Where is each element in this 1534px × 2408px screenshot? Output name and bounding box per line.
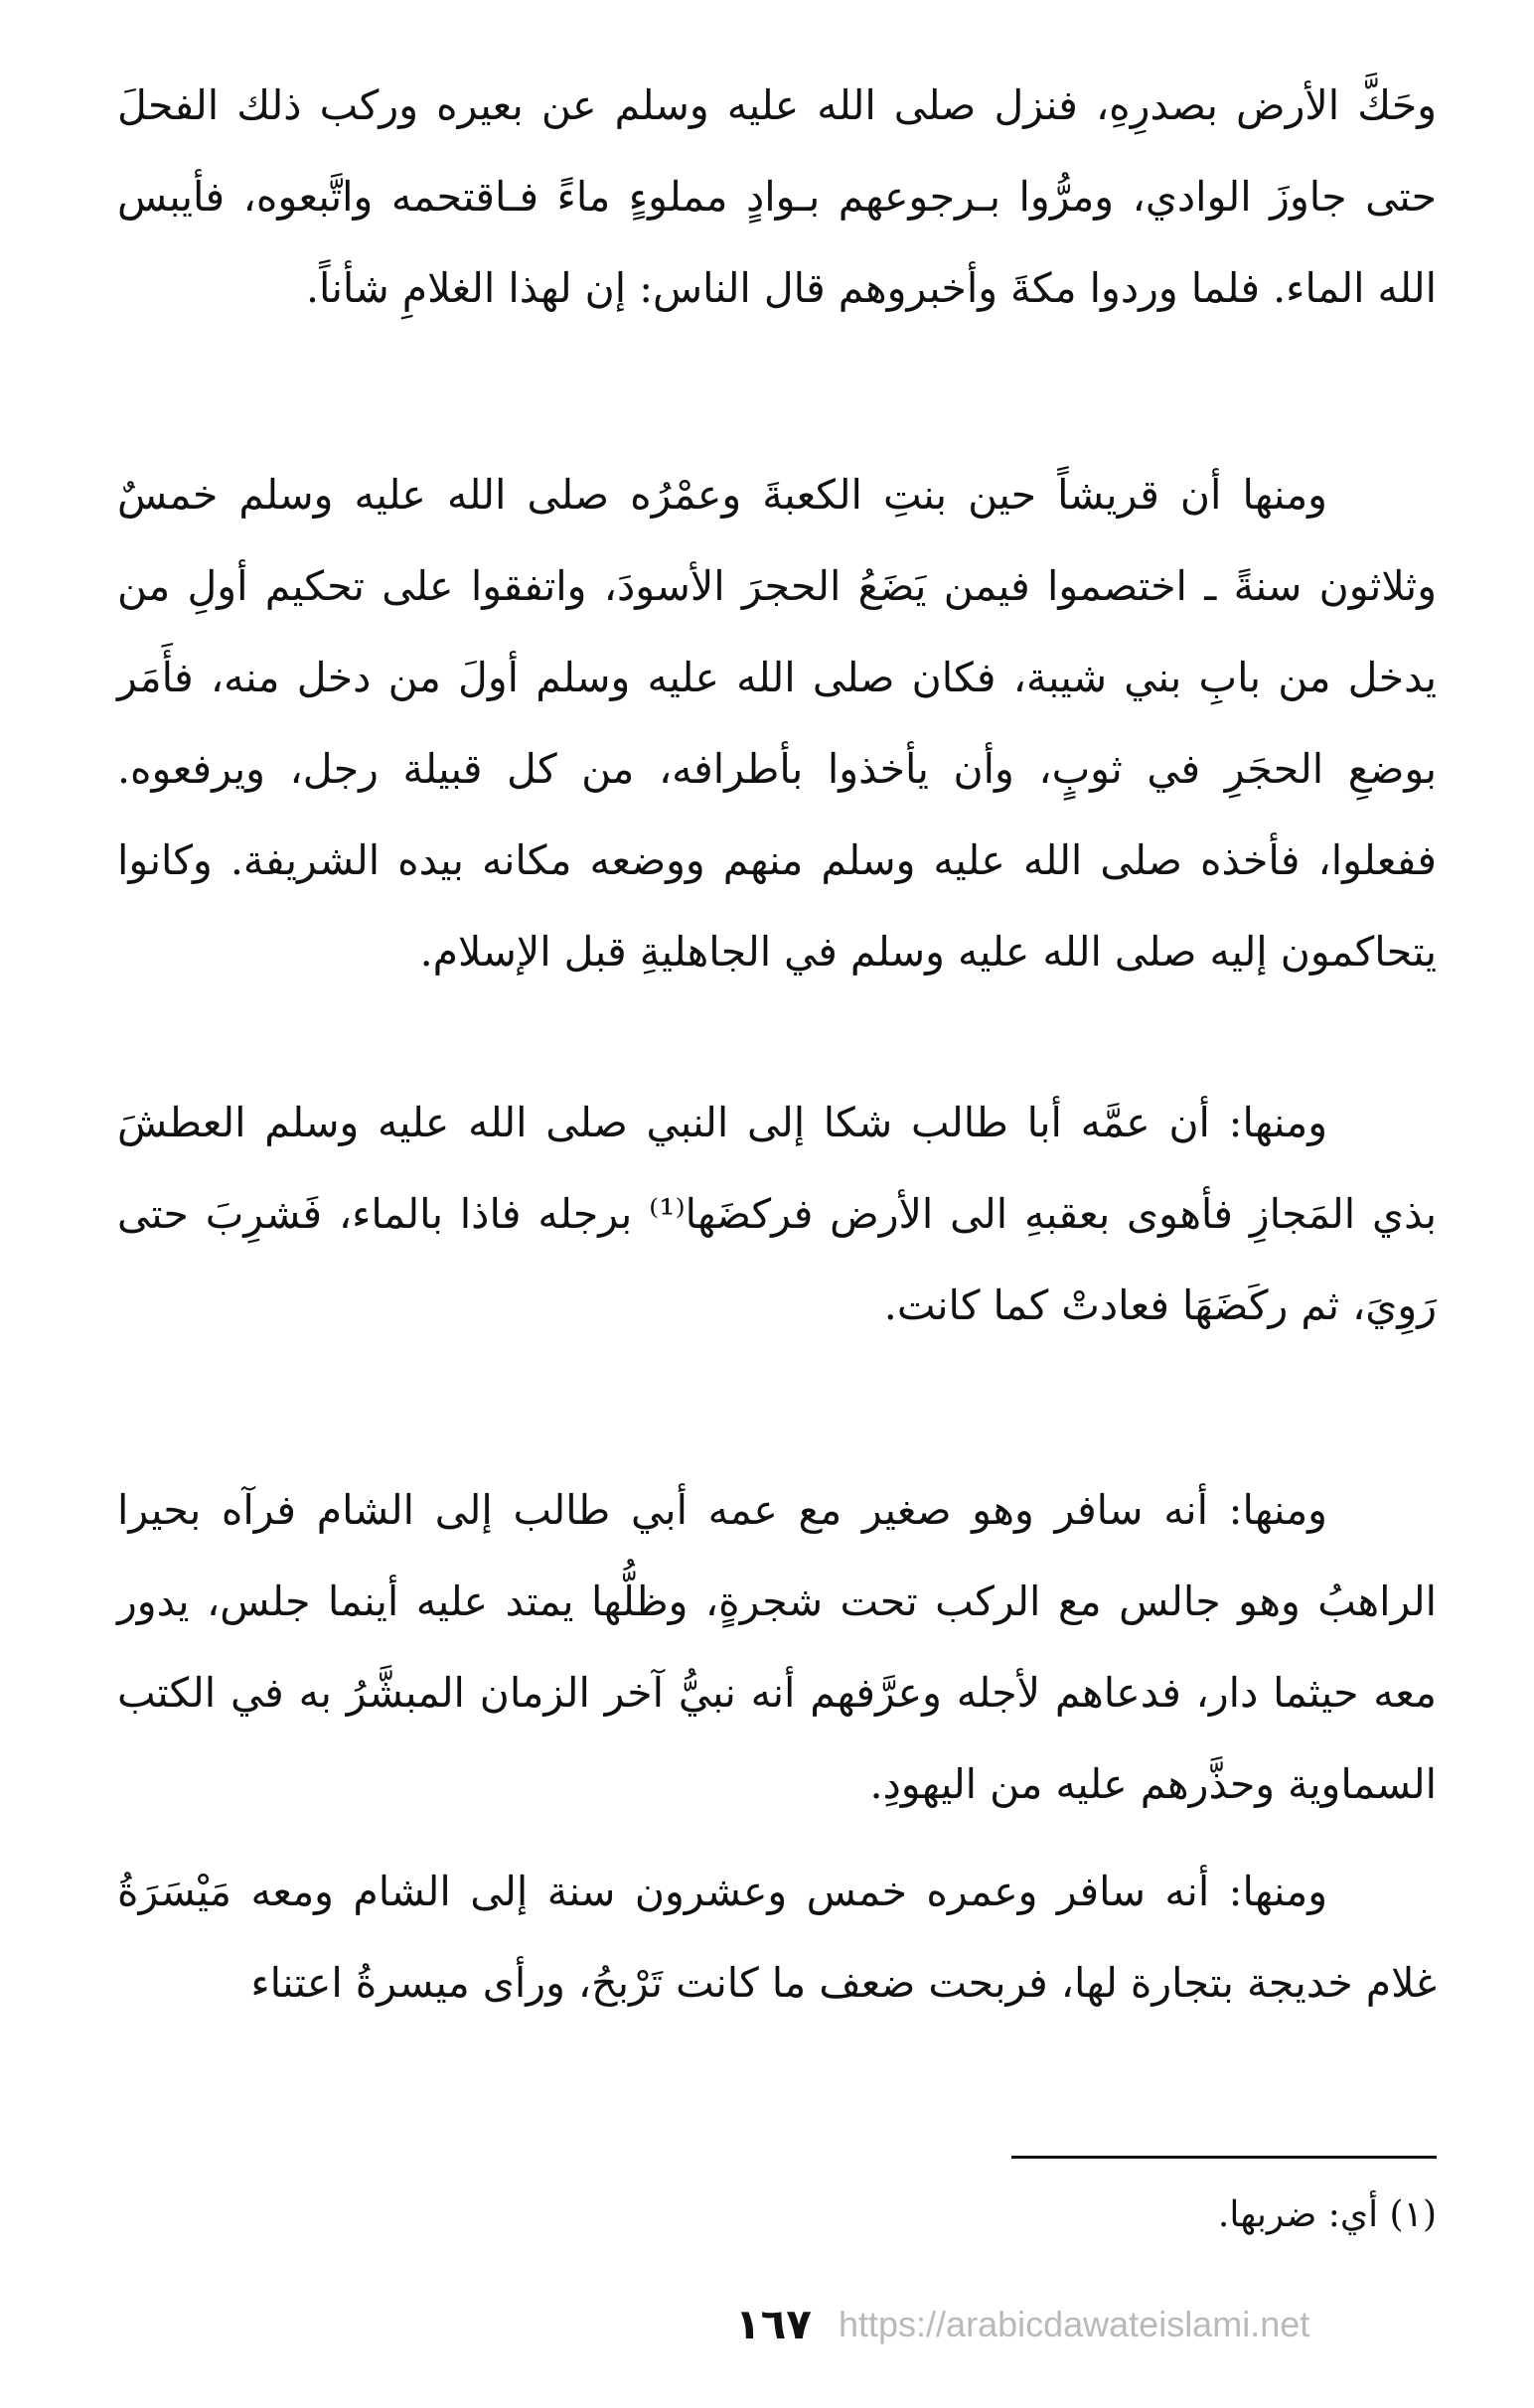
page-number: ١٦٧ <box>735 2300 812 2348</box>
paragraph-5: ومنها: أنه سافر وعمره خمس وعشرون سنة إلى الشام ومعه مَيْسَرَةُ غلام خديجة بتجارة لها، فربحت ضعف ما كانت تَرْبحُ، ورأى ميسرةُ اعتناء <box>117 1868 1437 2007</box>
footnote: (١) أي: ضربها. <box>1217 2194 1437 2235</box>
watermark-url[interactable]: https://arabicdawateislami.net <box>839 2303 1310 2344</box>
paragraph-2: ومنها أن قريشاً حين بنتِ الكعبةَ وعمْرُه صلى الله عليه وسلم خمسٌ وثلاثون سنةً ـ اختصموا فيمن يَضَعُ الحجرَ الأسودَ، واتفقوا على تحكيم أولِ من يدخل من بابِ بني شيبة، فكان صلى الله عليه وسلم أولَ من دخل منه، فأَمَر بوضعِ الحجَرِ في ثوبٍ، وأن يأخذوا بأطرافه، من كل قبيلة رجل، ويرفعوه. ففعلوا، فأخذه صلى الله عليه وسلم منهم ووضعه مكانه بيده الشريفة. وكانوا يتحاكمون إليه صلى الله عليه وسلم في الجاهليةِ قبل الإسلام. <box>117 471 1437 976</box>
footnote-divider <box>1011 2156 1437 2159</box>
page-footer <box>735 2300 1451 2359</box>
paragraph-4: ومنها: أنه سافر وهو صغير مع عمه أبي طالب إلى الشام فرآه بحيرا الراهبُ وهو جالس مع الركب تحت شجرةٍ، وظلُّها يمتد عليه أينما جلس، يدور معه حيثما دار، فدعاهم لأجله وعرَّفهم أنه نبيُّ آخر الزمان المبشَّرُ به في الكتب السماوية وحذَّرهم عليه من اليهودِ. <box>117 1486 1437 1808</box>
paragraph-3: ومنها: أن عمَّه أبا طالب شكا إلى النبي صلى الله عليه وسلم العطشَ بذي المَجازِ فأهوى بعقبهِ الى الأرض فركضَها⁽¹⁾ برجله فاذا بالماء، فَشرِبَ حتى رَوِيَ، ثم ركَضَهَا فعادتْ كما كانت. <box>117 1099 1437 1329</box>
paragraph-1: وحَكَّ الأرض بصدرِهِ، فنزل صلى الله عليه وسلم عن بعيره وركب ذلك الفحلَ حتى جاوزَ الوادي، ومرُّوا بـرجوعهم بـوادٍ مملوءٍ ماءً فـاقتحمه واتَّبعوه، فأيبس الله الماء. فلما وردوا مكةَ وأخبروهم قال الناس: إن لهذا الغلامِ شأناً. <box>117 81 1437 312</box>
